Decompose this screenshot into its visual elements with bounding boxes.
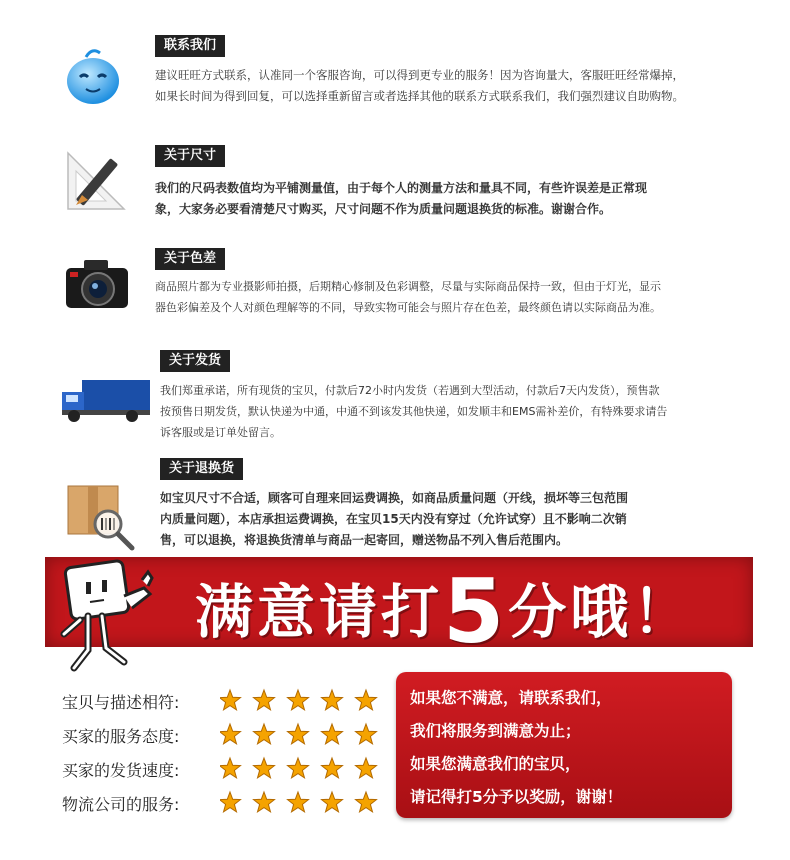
section-tag: 关于退换货 xyxy=(160,458,243,480)
star-icon xyxy=(322,758,343,778)
section-size xyxy=(0,145,790,235)
section-returns xyxy=(0,458,790,558)
star-icon xyxy=(254,758,275,778)
banner-number: 5 xyxy=(443,560,509,663)
message-line: 请记得打5分予以奖励，谢谢！ xyxy=(410,788,623,806)
section-shipping xyxy=(0,350,790,450)
message-line: 如果您满意我们的宝贝， xyxy=(410,755,581,773)
chat-face-icon xyxy=(62,47,124,109)
star-icon xyxy=(254,792,275,812)
star-icon xyxy=(288,758,309,778)
star-icon xyxy=(322,724,343,744)
section-text: 商品照片都为专业摄影师拍摄，后期精心修制及色彩调整，尽量与实际商品保持一致，但由于灯光，显示 器色彩偏差及个人对颜色理解等的不同，导致实物可能会与照片存在色差，最终颜色请以实际商品为准。 xyxy=(155,280,661,314)
package-magnifier-icon xyxy=(64,480,140,554)
star-icon xyxy=(220,724,241,744)
star-icon xyxy=(356,792,377,812)
camera-icon xyxy=(64,256,130,312)
thumbs-up-mascot-icon xyxy=(58,558,158,682)
star-icon xyxy=(356,690,377,710)
section-tag: 关于尺寸 xyxy=(155,145,225,167)
delivery-truck-icon xyxy=(60,378,152,424)
star-icon xyxy=(356,724,377,744)
section-text: 如宝贝尺寸不合适，顾客可自理来回运费调换，如商品质量问题（开线，损坏等三包范围 内质量问题），本店承担运费调换，在宝贝15天内没有穿过（允许试穿）且不影响二次销 售，可以退换，将退换货清单与商品一起寄回，赠送物品不列入售后范围内。 xyxy=(160,491,629,547)
star-icon xyxy=(254,690,275,710)
star-icon xyxy=(288,792,309,812)
message-line: 如果您不满意，请联系我们， xyxy=(410,689,612,707)
rating-label: 宝贝与描述相符: xyxy=(62,693,180,712)
banner-title: 满意请打5分哦！ xyxy=(195,560,695,663)
message-box xyxy=(396,672,732,818)
ruler-pencil-icon xyxy=(62,147,134,215)
star-icon xyxy=(220,690,241,710)
star-icon xyxy=(288,724,309,744)
rating-label: 买家的服务态度: xyxy=(62,727,180,746)
section-text: 建议旺旺方式联系，认准同一个客服咨询，可以得到更专业的服务！因为咨询量大，客服旺旺经常爆掉， 如果长时间为得到回复，可以选择重新留言或者选择其他的联系方式联系我们，我们强烈建议自助购物。 xyxy=(155,68,684,103)
section-tag: 关于色差 xyxy=(155,248,225,270)
star-icon xyxy=(254,724,275,744)
star-icon xyxy=(288,690,309,710)
section-tag: 联系我们 xyxy=(155,35,225,57)
section-text: 我们郑重承诺，所有现货的宝贝，付款后72小时内发货（若遇到大型活动，付款后7天内发货），预售款 按预售日期发货，默认快递为中通，中通不到该发其他快递，如发顺丰和EMS需补差价，有特殊要求请告 诉客服或是订单处留言。 xyxy=(160,384,668,439)
section-color xyxy=(0,248,790,338)
rating-label: 物流公司的服务: xyxy=(62,795,180,814)
section-tag: 关于发货 xyxy=(160,350,230,372)
section-contact xyxy=(0,35,790,125)
star-icon xyxy=(220,792,241,812)
rating-label: 买家的发货速度: xyxy=(62,761,180,780)
message-line: 我们将服务到满意为止； xyxy=(410,722,581,740)
star-icon xyxy=(322,690,343,710)
star-icon xyxy=(322,792,343,812)
star-icon xyxy=(220,758,241,778)
section-text: 我们的尺码表数值均为平铺测量值，由于每个人的测量方法和量具不同，有些许误差是正常现 象，大家务必要看清楚尺寸购买，尺寸问题不作为质量问题退换货的标准。谢谢合作。 xyxy=(155,181,648,216)
star-icon xyxy=(356,758,377,778)
